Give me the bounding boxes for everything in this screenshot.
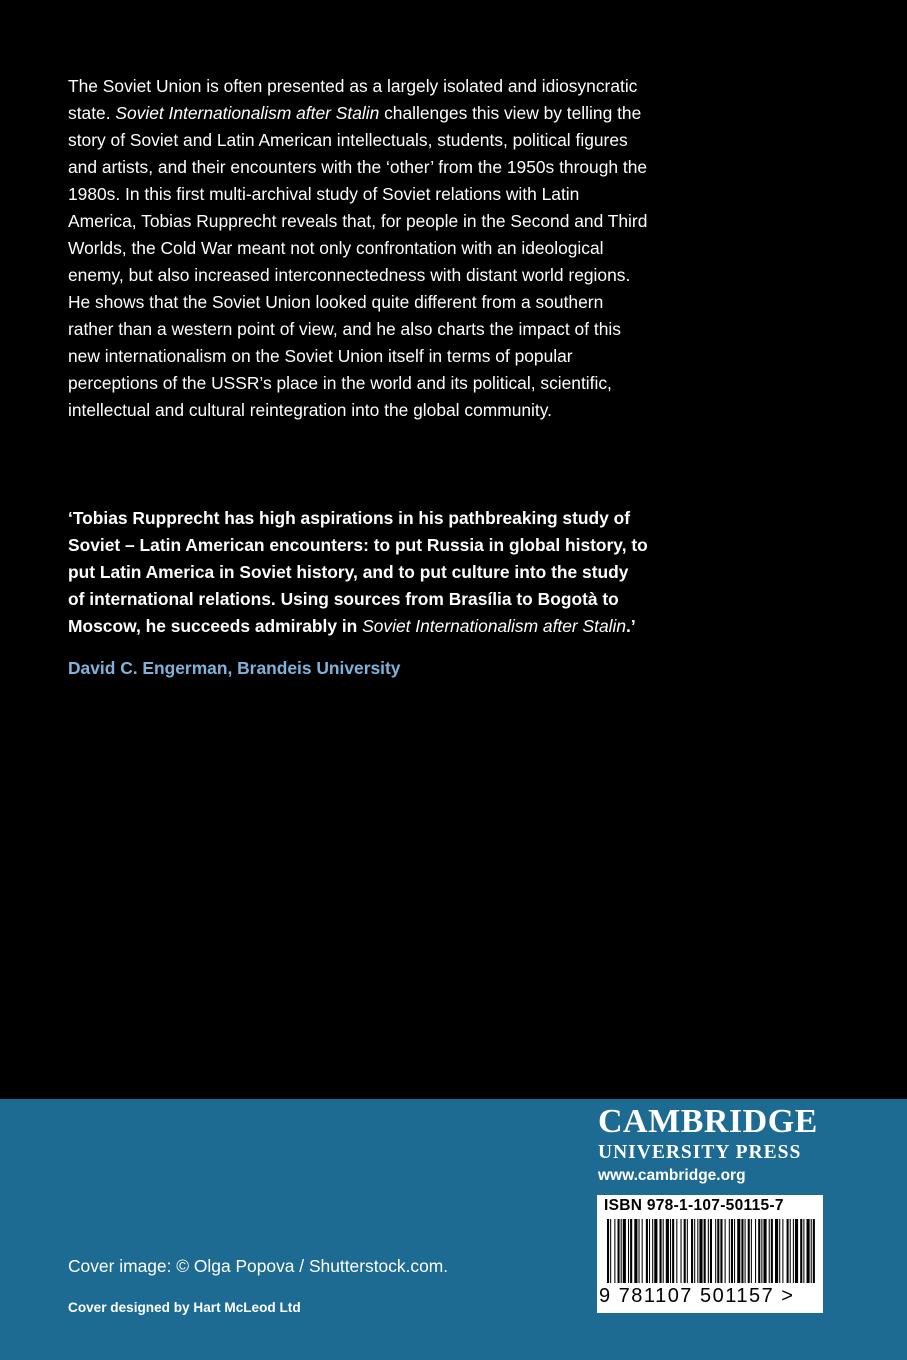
publisher-name: CAMBRIDGE xyxy=(598,1103,818,1140)
quote-book-title: Soviet Internationalism after Stalin xyxy=(362,616,627,636)
blurb-book-title: Soviet Internationalism after Stalin xyxy=(115,103,380,123)
book-description xyxy=(68,73,648,424)
publisher-url: www.cambridge.org xyxy=(598,1167,746,1184)
publisher-subname: UNIVERSITY PRESS xyxy=(598,1142,802,1163)
cover-image-credit: Cover image: © Olga Popova / Shutterstock.com. xyxy=(68,1256,449,1276)
barcode-bars xyxy=(601,1219,819,1285)
quote-text: ‘Tobias Rupprecht has high aspirations in his pathbreaking study of Soviet – Latin American encounters: to put Russia in global history, to put Latin America in Soviet history, and to put culture into the study of international relations. Using sources from Brasília to Bogotà to Moscow, he succeeds admirably in xyxy=(68,508,648,636)
endorsement-quote xyxy=(68,505,648,640)
quote-end: .’ xyxy=(626,616,636,636)
cover-design-credit: Cover designed by Hart McLeod Ltd xyxy=(68,1300,301,1315)
isbn-label: ISBN 978-1-107-50115-7 xyxy=(604,1197,784,1214)
barcode-digits: 9 781107 501157 > xyxy=(599,1285,795,1307)
blurb-text-rest: challenges this view by telling the story of Soviet and Latin American intellectuals, students, political figures and artists, and their encounters with the ‘other’ from the 1950s through the 1980s. In this first multi-archival study of Soviet relations with Latin America, Tobias Rupprecht reveals that, for people in the Second and Third Worlds, the Cold War meant not only confrontation with an ideological enemy, but also increased interconnectedness with distant world regions. He shows that the Soviet Union looked quite different from a southern rather than a western point of view, and he also charts the impact of this new internationalism on the Soviet Union itself in terms of popular perceptions of the USSR’s place in the world and its political, scientific, intellectual and cultural reintegration into the global community. xyxy=(68,103,648,420)
publisher-logo xyxy=(598,1103,828,1187)
isbn-barcode xyxy=(597,1195,823,1313)
blurb-text-start: The Soviet Union is often presented as a largely isolated and idiosyncratic state. xyxy=(68,76,638,123)
endorsement-attribution: David C. Engerman, Brandeis University xyxy=(68,658,401,678)
